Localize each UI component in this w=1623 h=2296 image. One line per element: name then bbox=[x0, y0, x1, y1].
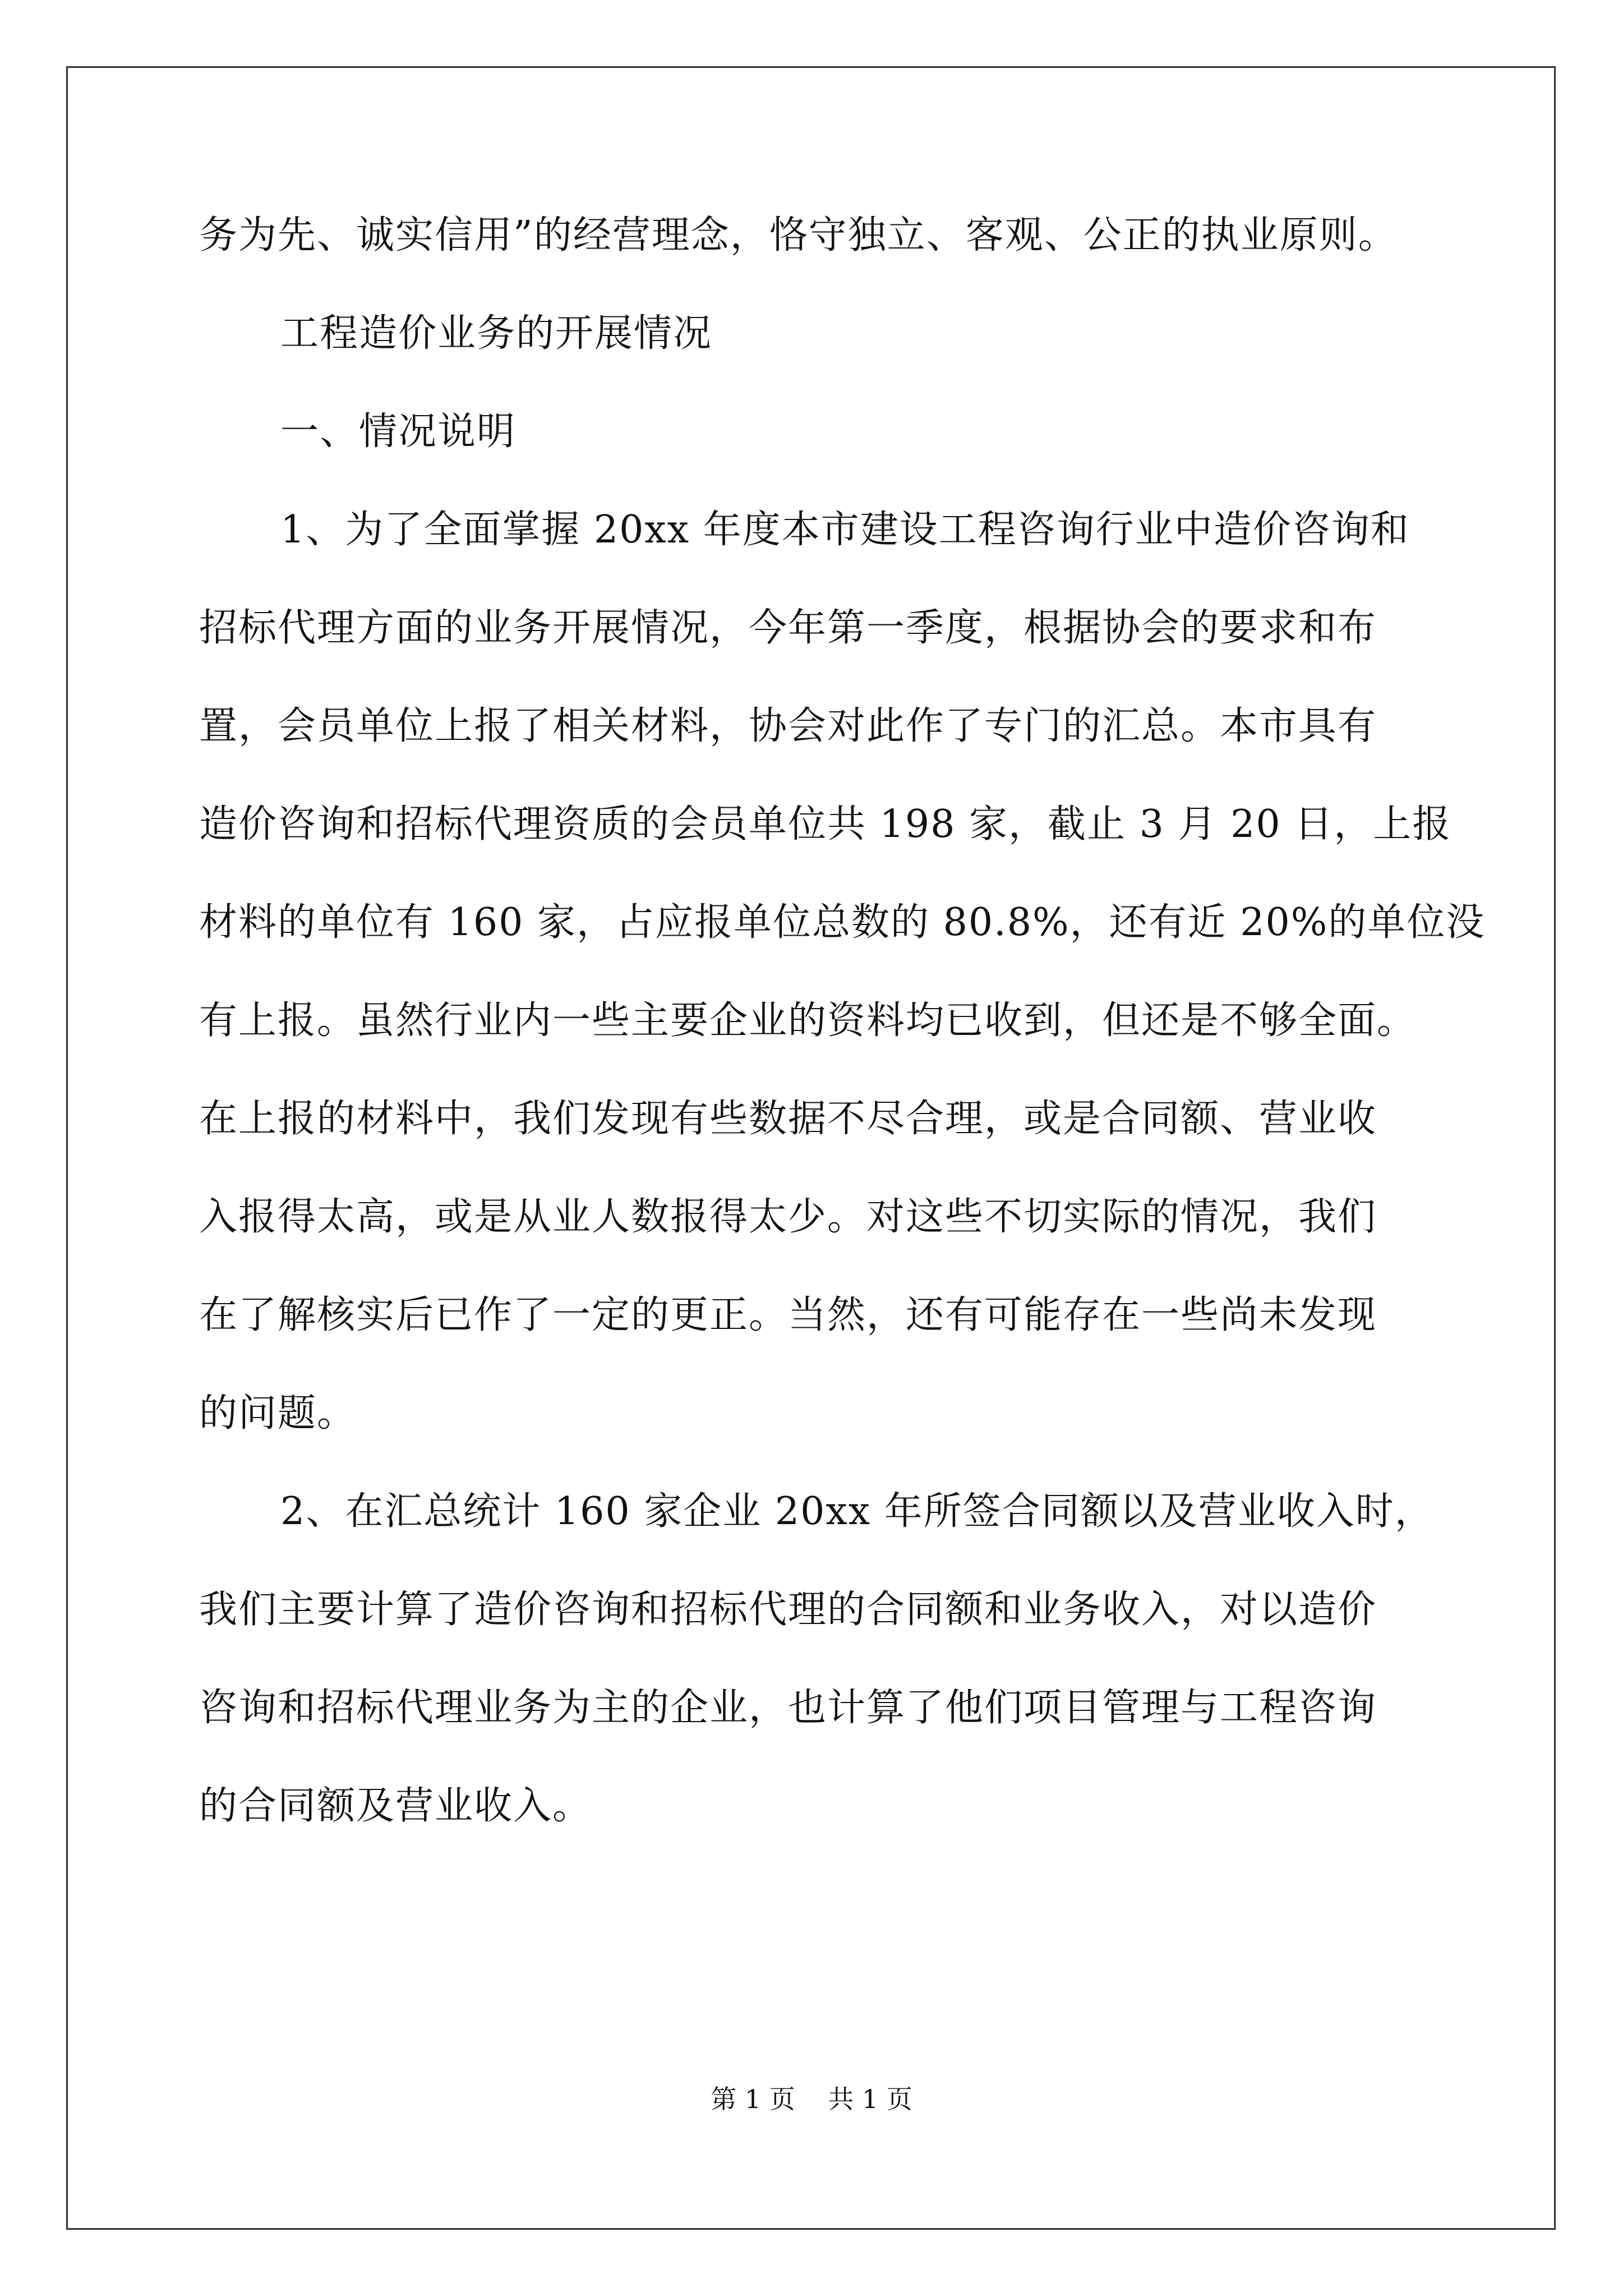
page-frame bbox=[66, 66, 1556, 2230]
paragraph-line: 在了解核实后已作了一定的更正。当然，还有可能存在一些尚未发现 bbox=[199, 1293, 1377, 1337]
paragraph-line: 的合同额及营业收入。 bbox=[199, 1784, 592, 1828]
paragraph-line: 2、在汇总统计 160 家企业 20xx 年所签合同额以及营业收入时， bbox=[280, 1489, 1434, 1534]
paragraph-line: 材料的单位有 160 家，占应报单位总数的 80.8%，还有近 20%的单位没 bbox=[199, 900, 1486, 945]
page-number-footer: 第 1 页 共 1 页 bbox=[711, 2084, 912, 2114]
paragraph-line: 咨询和招标代理业务为主的企业，也计算了他们项目管理与工程咨询 bbox=[199, 1686, 1377, 1730]
paragraph-line: 置，会员单位上报了相关材料，协会对此作了专门的汇总。本市具有 bbox=[199, 704, 1377, 748]
paragraph-line: 的问题。 bbox=[199, 1391, 357, 1435]
paragraph-line: 1、为了全面掌握 20xx 年度本市建设工程咨询行业中造价咨询和 bbox=[280, 508, 1410, 552]
paragraph-line: 务为先、诚实信用”的经营理念，恪守独立、客观、公正的执业原则。 bbox=[199, 213, 1398, 257]
paragraph-line: 入报得太高，或是从业人数报得太少。对这些不切实际的情况，我们 bbox=[199, 1195, 1377, 1239]
paragraph-line: 有上报。虽然行业内一些主要企业的资料均已收到，但还是不够全面。 bbox=[199, 999, 1417, 1043]
section-heading: 工程造价业务的开展情况 bbox=[280, 311, 713, 356]
paragraph-line: 招标代理方面的业务开展情况，今年第一季度，根据协会的要求和布 bbox=[199, 606, 1377, 650]
paragraph-line: 我们主要计算了造价咨询和招标代理的合同额和业务收入，对以造价 bbox=[199, 1588, 1377, 1632]
paragraph-line: 造价咨询和招标代理资质的会员单位共 198 家，截止 3 月 20 日，上报 bbox=[199, 802, 1452, 846]
paragraph-line: 在上报的材料中，我们发现有些数据不尽合理，或是合同额、营业收 bbox=[199, 1097, 1377, 1141]
subsection-heading: 一、情况说明 bbox=[280, 409, 517, 454]
